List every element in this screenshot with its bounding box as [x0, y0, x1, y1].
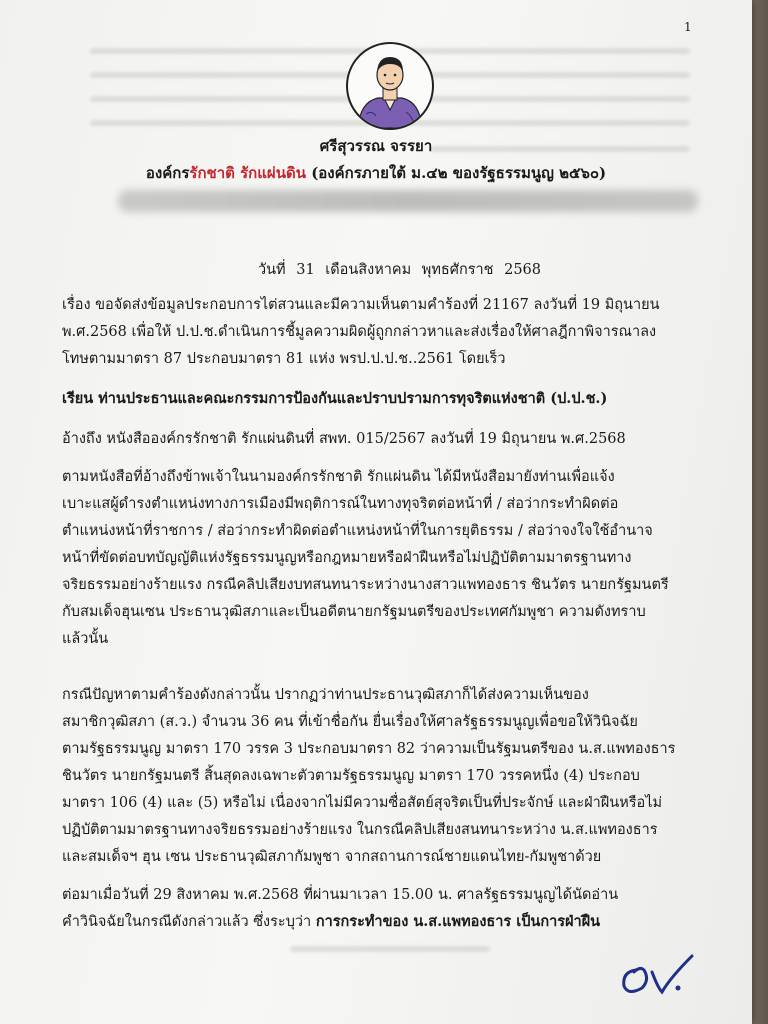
- para3-bold-text: การกระทำของ น.ส.แพทองธาร เป็นการฝ่าฝืน: [315, 913, 601, 930]
- para2-line: ตามรัฐธรรมนูญ มาตรา 170 วรรค 3 ประกอบมาตรา 82 ว่าความเป็นรัฐมนตรีของ น.ส.แพทองธาร: [62, 741, 676, 757]
- para3-plain-text: คำวินิจฉัยในกรณีดังกล่าวแล้ว ซึ่งระบุว่า: [62, 914, 316, 930]
- subject-line-3: โทษตามมาตรา 87 ประกอบมาตรา 81 แห่ง พรป.ป.ป.ช..2561 โดยเร็ว: [62, 351, 506, 367]
- org-name-red-2: รักแผ่นดิน: [240, 164, 306, 182]
- para3-line-1: ต่อมาเมื่อวันที่ 29 สิงหาคม พ.ศ.2568 ที่ผ่านมาเวลา 15.00 น. ศาลรัฐธรรมนูญได้นัดอ่าน: [62, 887, 619, 903]
- author-name: ศรีสุวรรณ จรรยา: [319, 137, 433, 155]
- subject-line-1: เรื่อง ขอจัดส่งข้อมูลประกอบการไต่สวนและมีความเห็นตามคำร้องที่ 21167 ลงวันที่ 19 มิถุนายน: [62, 297, 660, 313]
- para1-line: ตำแหน่งหน้าที่ราชการ / ส่อว่ากระทำผิดต่อตำแหน่งหน้าที่ในการยุติธรรม / ส่อว่าจงใจใช้อำนาจ: [62, 523, 653, 539]
- para1-line: จริยธรรมอย่างร้ายแรง กรณีคลิปเสียงบทสนทนาระหว่างนางสาวแพทองธาร ชินวัตร นายกรัฐมนตรี: [62, 577, 669, 593]
- reference-line: อ้างถึง หนังสือองค์กรรักชาติ รักแผ่นดินที่ สพท. 015/2567 ลงวันที่ 19 มิถุนายน พ.ศ.2568: [62, 431, 626, 447]
- addressee-line: เรียน ท่านประธานและคณะกรรมการป้องกันและปราบปรามการทุจริตแห่งชาติ (ป.ป.ช.): [62, 390, 608, 407]
- para2-line: ชินวัตร นายกรัฐมนตรี สิ้นสุดลงเฉพาะตัวตามรัฐธรรมนูญ มาตรา 170 วรรคหนึ่ง (4) ประกอบ: [62, 768, 640, 784]
- para1-line: กับสมเด็จฮุนเซน ประธานวุฒิสภาและเป็นอดีตนายกรัฐมนตรีของประเทศกัมพูชา ความดังทราบ: [62, 604, 646, 620]
- organization-line: [0, 161, 752, 185]
- para1-line: เบาะแสผู้ดำรงตำแหน่งทางการเมืองมีพฤติการณ์ในทางทุจริตต่อหน้าที่ / ส่อว่ากระทำผิดต่อ: [62, 496, 619, 512]
- para3-line-2: [62, 913, 702, 931]
- portrait-logo-icon: [346, 42, 434, 130]
- org-name-red-1: รักชาติ: [189, 164, 235, 182]
- para1-line: หน้าที่ขัดต่อบทบัญญัติแห่งรัฐธรรมนูญหรือกฎหมายหรือฝ่าฝืนหรือไม่ปฏิบัติตามมาตรฐานทาง: [62, 550, 632, 566]
- document-date: วันที่ 31 เดือนสิงหาคม พุทธศักราช 2568: [258, 262, 542, 278]
- org-suffix: (องค์กรภายใต้ ม.๔๒ ของรัฐธรรมนูญ ๒๕๖๐): [305, 164, 607, 182]
- para2-line: และสมเด็จฯ ฮุน เซน ประธานวุฒิสภากัมพูชา จากสถานการณ์ชายแดนไทย-กัมพูชาด้วย: [62, 849, 602, 865]
- subject-line-2: พ.ศ.2568 เพื่อให้ ป.ป.ช.ดำเนินการชี้มูลความผิดผู้ถูกกล่าวหาและส่งเรื่องให้ศาลฎีกาพิจารณาลง: [62, 324, 657, 340]
- para2-line: มาตรา 106 (4) และ (5) หรือไม่ เนื่องจากไม่มีความซื่อสัตย์สุจริตเป็นที่ประจักษ์ และฝ่าฝืนหรือไม่: [62, 795, 663, 811]
- para2-line: กรณีปัญหาตามคำร้องดังกล่าวนั้น ปรากฏว่าท่านประธานวุฒิสภาก็ได้ส่งความเห็นของ: [62, 687, 589, 703]
- para1-line: ตามหนังสือที่อ้างถึงข้าพเจ้าในนามองค์กรรักชาติ รักแผ่นดิน ได้มีหนังสือมายังท่านเพื่อแจ้ง: [62, 469, 615, 485]
- show-through: [290, 946, 490, 952]
- page-number: 1: [684, 20, 692, 34]
- org-prefix: องค์กร: [145, 164, 190, 182]
- redacted-address: [118, 190, 698, 212]
- para2-line: สมาชิกวุฒิสภา (ส.ว.) จำนวน 36 คน ที่เข้าชื่อกัน ยื่นเรื่องให้ศาลรัฐธรรมนูญเพื่อขอให้วินิจฉัย: [62, 714, 638, 730]
- para2-line: ปฏิบัติตามมาตรฐานทางจริยธรรมอย่างร้ายแรง ในกรณีคลิปเสียงสนทนาระหว่าง น.ส.แพทองธาร: [62, 822, 658, 838]
- para1-line: แล้วนั้น: [62, 631, 109, 647]
- signature-icon: [612, 948, 712, 1008]
